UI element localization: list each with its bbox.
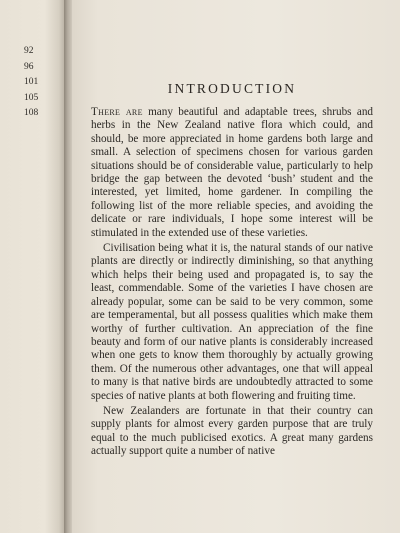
paragraph-text: Civilisation being what it is, the natural stands of our native plants are directly or indirectly diminishing, so that anything which helps their being used and propagated is, to say the least, commendable. Some of the varieties I have chosen are already popular, some can be said to be very common, some are temperamental, but all possess qualities which make them worthy of further cultivation. An appreciation of the fine beauty and form of our native plants is considerably increased when one gets to know them thoroughly by actually growing them. Of the numerous other advantages, one that will appeal to many is that native birds are undoubtedly attracted to some species of native plants at both flowering and fruiting time. [91, 242, 373, 402]
book-gutter [64, 0, 72, 533]
paragraph-lead-smallcaps: There are [91, 106, 143, 118]
page-number: 96 [24, 61, 34, 72]
page-number: 101 [24, 77, 39, 88]
contents-page-numbers [24, 44, 54, 122]
page-number: 92 [24, 46, 34, 56]
page-number: 105 [24, 92, 39, 103]
paragraph-text: New Zealanders are fortunate in that their country can supply plants for almost every garden purpose that are truly equal to the much publicised exotics. A great many gardens actually support quite a number of native [91, 404, 373, 458]
chapter-title: INTRODUCTION [167, 81, 297, 96]
paragraph [91, 405, 373, 459]
paragraph-text: many beautiful and adaptable trees, shrubs and herbs in the New Zealand native flora which could, and should, be more appreciated in home gardens both large and small. A selection of specimens chosen for various garden situations should be of considerable value, particularly to help bridge the gap between the devoted ‘bush’ student and the interested, yet limited, home gardener. In compiling the following list of the more reliable species, and avoiding the delicate or rare individuals, I hope some interest will be stimulated in the extended use of these varieties. [91, 106, 374, 239]
left-page [0, 0, 64, 533]
paragraph [91, 242, 373, 403]
paragraph [91, 106, 373, 240]
page-number: 108 [24, 108, 39, 119]
body-text [91, 106, 373, 461]
